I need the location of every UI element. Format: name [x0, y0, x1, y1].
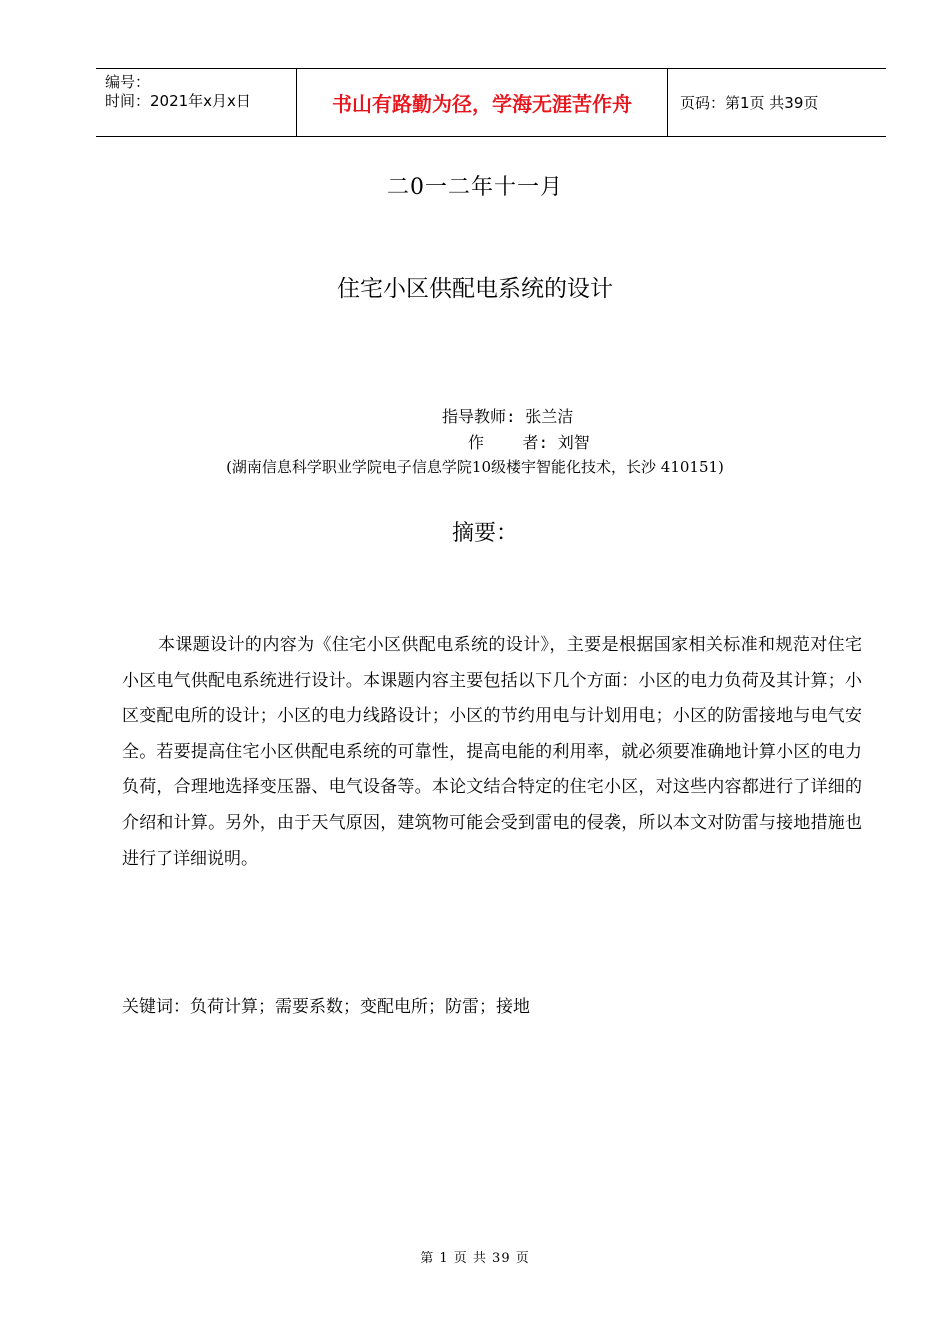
advisor: 指导教师: 张兰洁 — [442, 407, 574, 426]
motto: 书山有路勤为径，学海无涯苦作舟 — [297, 69, 668, 136]
affiliation: (湖南信息科学职业学院电子信息学院10级楼宇智能化技术，长沙 410151) — [226, 458, 724, 476]
page-title: 住宅小区供配电系统的设计 — [337, 276, 613, 302]
date-line: 二0一二年十一月 — [387, 175, 563, 200]
time-label: 时间：2021年x月x日 — [105, 92, 251, 110]
abstract-text: 本课题设计的内容为《住宅小区供配电系统的设计》，主要是根据国家相关标准和规范对住宅小区电气供配电系统进行设计。本课题内容主要包括以下几个方面：小区的电力负荷及其计算；小区变配电所的设计；小区的电力线路设计；小区的节约用电与计划用电；小区的防雷接地与电气安全。若要提高住宅小区供配电系统的可靠性，提高电能的利用率，就必须要准确地计算小区的电力负荷，合理地选择变压器、电气设备等。本论文结合特定的住宅小区，对这些内容都进行了详细的介绍和计算。另外，由于天气原因，建筑物可能会受到雷电的侵袭，所以本文对防雷与接地措施也进行了详细说明。 — [122, 635, 862, 869]
keywords-text: 负荷计算；需要系数；变配电所；防雷；接地 — [190, 997, 530, 1017]
author: 作 者: 刘智 — [468, 433, 590, 452]
page-footer: 第 1 页 共 39 页 — [420, 1251, 530, 1266]
keywords — [122, 992, 530, 1017]
page-code: 页码：第1页 共39页 — [680, 94, 819, 112]
header-table — [96, 68, 886, 137]
number-label: 编号： — [105, 73, 151, 91]
keywords-label: 关键词： — [122, 997, 190, 1017]
abstract-heading: 摘要： — [451, 521, 518, 546]
header-info-cell — [96, 69, 297, 136]
